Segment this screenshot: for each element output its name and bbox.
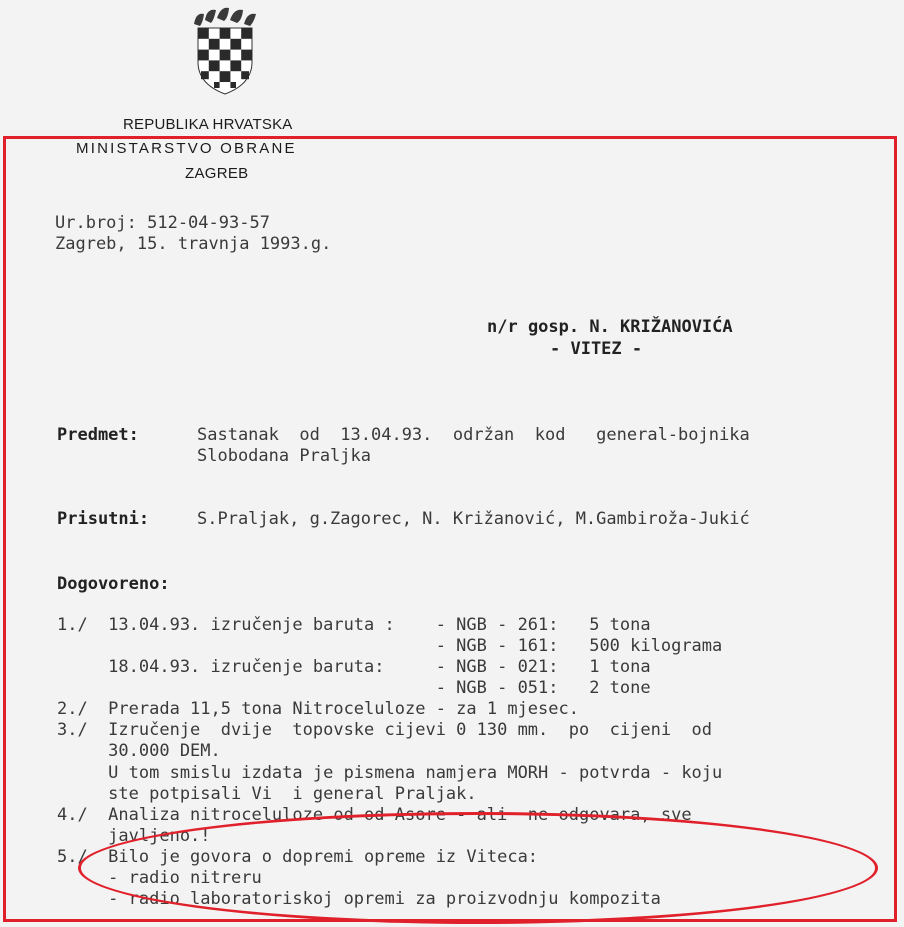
agreement-line: 2./ Prerada 11,5 tona Nitroceluloze - za 1 mjesec.: [57, 699, 579, 719]
recipient-name: n/r gosp. N. KRIŽANOVIĆA: [487, 317, 733, 337]
reference-date: Zagreb, 15. travnja 1993.g.: [55, 234, 332, 254]
agreement-line: - NGB - 161: 500 kilograma: [57, 636, 723, 656]
agreement-line: 4./ Analiza nitroceluloze od od Asore - ali ne odgovara, sve: [57, 805, 692, 825]
agreement-line: 5./ Bilo je govora o dopremi opreme iz Viteca:: [57, 847, 539, 867]
recipient-location: - VITEZ -: [550, 339, 643, 359]
agreement-line: 30.000 DEM.: [57, 741, 221, 761]
attendees-list: S.Praljak, g.Zagorec, N. Križanović, M.Gambiroža-Jukić: [197, 509, 750, 529]
agreement-line: ste potpisali Vi i general Praljak.: [57, 784, 477, 804]
highlight-ellipse: [78, 812, 878, 924]
agreement-line: 3./ Izručenje dvije topovske cijevi 0 130 mm. po cijeni od: [57, 720, 713, 740]
agreed-label: Dogovoreno:: [57, 574, 170, 594]
subject-line-1: Sastanak od 13.04.93. održan kod general-bojnika: [197, 425, 750, 445]
agreement-line: 1./ 13.04.93. izručenje baruta : - NGB - 261: 5 tona: [57, 615, 651, 635]
agreement-line: javljeno.!: [57, 826, 211, 846]
attendees-label: Prisutni:: [57, 509, 150, 529]
letterhead-ministry: MINISTARSTVO OBRANE: [76, 140, 297, 157]
subject-line-2: Slobodana Praljka: [197, 446, 371, 466]
agreement-line: - radio nitreru: [57, 868, 262, 888]
subject-label: Predmet:: [57, 425, 139, 445]
agreement-line: 18.04.93. izručenje baruta: - NGB - 021: 1 tona: [57, 657, 651, 677]
agreement-line: - radio laboratoriskoj opremi za proizvodnju kompozita: [57, 889, 661, 909]
reference-number: Ur.broj: 512-04-93-57: [55, 213, 270, 233]
letterhead-city: ZAGREB: [185, 165, 249, 182]
letterhead-country: REPUBLIKA HRVATSKA: [123, 116, 293, 133]
coat-of-arms-emblem: [190, 6, 260, 96]
agreement-line: U tom smislu izdata je pismena namjera MORH - potvrda - koju: [57, 763, 723, 783]
agreement-line: - NGB - 051: 2 tone: [57, 678, 651, 698]
